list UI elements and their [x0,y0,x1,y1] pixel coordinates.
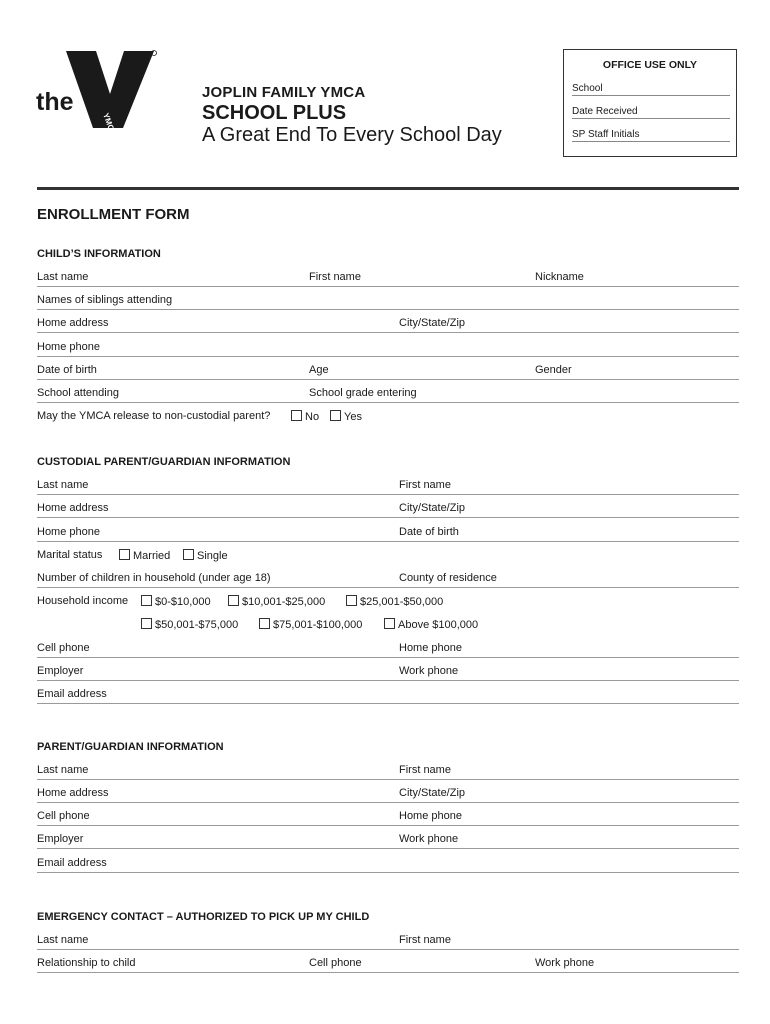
custodial-employer-field[interactable]: Employer [37,665,84,677]
child-home-address-field[interactable]: Home address [37,317,109,329]
checkbox-icon[interactable] [384,618,395,629]
checkbox-icon[interactable] [346,595,357,606]
child-phone-row [37,337,739,357]
office-use-title: OFFICE USE ONLY [602,59,698,71]
emergency-cell-phone-field[interactable]: Cell phone [309,957,362,969]
checkbox-icon[interactable] [119,549,130,560]
parent-email-field[interactable]: Email address [37,857,107,869]
child-siblings-field[interactable]: Names of siblings attending [37,294,173,306]
emergency-relationship-field[interactable]: Relationship to child [37,957,136,969]
custodial-work-phone-field[interactable]: Work phone [399,665,459,677]
custodial-city-state-zip-field[interactable]: City/State/Zip [399,502,466,514]
custodial-marital-row [37,545,739,564]
parent-section-heading: PARENT/GUARDIAN INFORMATION [37,741,224,753]
parent-home-phone-field[interactable]: Home phone [399,810,462,822]
child-school-field[interactable]: School attending [37,387,119,399]
checkbox-icon[interactable] [259,618,270,629]
emergency-section-heading: EMERGENCY CONTACT – AUTHORIZED TO PICK UP MY CHILD [37,911,370,923]
income-option[interactable]: $10,001-$25,000 [228,595,325,608]
child-release-question: May the YMCA release to non-custodial parent? [37,410,271,422]
checkbox-icon[interactable] [291,410,302,421]
child-section-heading: CHILD’S INFORMATION [37,248,161,260]
custodial-last-name-field[interactable]: Last name [37,479,89,491]
custodial-email-field[interactable]: Email address [37,688,107,700]
income-option[interactable]: Above $100,000 [384,618,478,631]
child-home-phone-field[interactable]: Home phone [37,341,100,353]
custodial-children-row [37,568,739,588]
checkbox-icon[interactable] [141,618,152,629]
custodial-home-phone2-field[interactable]: Home phone [399,642,462,654]
custodial-county-field[interactable]: County of residence [399,572,497,584]
release-no-option[interactable]: No [291,410,319,423]
office-staff-initials-field[interactable]: SP Staff Initials [572,129,730,142]
parent-phone-row [37,806,739,826]
income-option[interactable]: $75,001-$100,000 [259,618,362,631]
child-last-name-field[interactable]: Last name [37,271,89,283]
child-nickname-field[interactable]: Nickname [535,271,584,283]
release-yes-option[interactable]: Yes [330,410,362,423]
parent-first-name-field[interactable]: First name [399,764,451,776]
child-address-row [37,313,739,333]
parent-cell-phone-field[interactable]: Cell phone [37,810,90,822]
custodial-section-heading: CUSTODIAL PARENT/GUARDIAN INFORMATION [37,456,291,468]
custodial-cell-row [37,638,739,658]
child-siblings-row [37,290,739,310]
emergency-last-name-field[interactable]: Last name [37,934,89,946]
parent-email-row [37,853,739,873]
child-city-state-zip-field[interactable]: City/State/Zip [399,317,466,329]
office-use-box [563,49,737,157]
marital-single-option[interactable]: Single [183,549,228,562]
form-title: ENROLLMENT FORM [37,206,190,223]
checkbox-icon[interactable] [228,595,239,606]
child-age-field[interactable]: Age [309,364,329,376]
ymca-logo [30,48,160,148]
parent-address-row [37,783,739,803]
parent-employer-row [37,829,739,849]
parent-last-name-field[interactable]: Last name [37,764,89,776]
office-school-field[interactable]: School [572,83,730,96]
emergency-contact-row [37,953,739,973]
emergency-name-row [37,930,739,950]
custodial-email-row [37,684,739,704]
emergency-first-name-field[interactable]: First name [399,934,451,946]
child-grade-field[interactable]: School grade entering [309,387,417,399]
custodial-dob-field[interactable]: Date of birth [399,526,459,538]
marital-married-option[interactable]: Married [119,549,170,562]
custodial-cell-phone-field[interactable]: Cell phone [37,642,90,654]
logo-the-text: the [36,88,74,116]
custodial-employer-row [37,661,739,681]
checkbox-icon[interactable] [183,549,194,560]
child-name-row [37,267,739,287]
custodial-address-row [37,498,739,518]
checkbox-icon[interactable] [330,410,341,421]
checkbox-icon[interactable] [141,595,152,606]
income-row-1 [37,591,739,610]
household-income-label: Household income [37,595,129,607]
custodial-phone-row [37,522,739,542]
income-option[interactable]: $25,001-$50,000 [346,595,443,608]
custodial-first-name-field[interactable]: First name [399,479,451,491]
child-first-name-field[interactable]: First name [309,271,361,283]
header-divider [37,187,739,190]
emergency-work-phone-field[interactable]: Work phone [535,957,595,969]
parent-name-row [37,760,739,780]
parent-work-phone-field[interactable]: Work phone [399,833,459,845]
income-option[interactable]: $50,001-$75,000 [141,618,238,631]
custodial-home-address-field[interactable]: Home address [37,502,109,514]
child-gender-field[interactable]: Gender [535,364,572,376]
child-dob-row [37,360,739,380]
org-name: JOPLIN FAMILY YMCA [202,84,366,101]
income-option[interactable]: $0-$10,000 [141,595,211,608]
child-school-row [37,383,739,403]
child-dob-field[interactable]: Date of birth [37,364,97,376]
child-release-row [37,406,739,425]
marital-status-label: Marital status [37,549,103,561]
parent-city-state-zip-field[interactable]: City/State/Zip [399,787,466,799]
parent-home-address-field[interactable]: Home address [37,787,109,799]
custodial-home-phone-field[interactable]: Home phone [37,526,100,538]
office-date-received-field[interactable]: Date Received [572,106,730,119]
parent-employer-field[interactable]: Employer [37,833,84,845]
logo-ymca-text: YMCA [101,111,118,138]
income-row-2 [37,614,739,633]
custodial-name-row [37,475,739,495]
program-name: SCHOOL PLUS [202,102,347,124]
tagline: A Great End To Every School Day [202,124,502,146]
custodial-children-field[interactable]: Number of children in household (under age 18) [37,572,271,584]
